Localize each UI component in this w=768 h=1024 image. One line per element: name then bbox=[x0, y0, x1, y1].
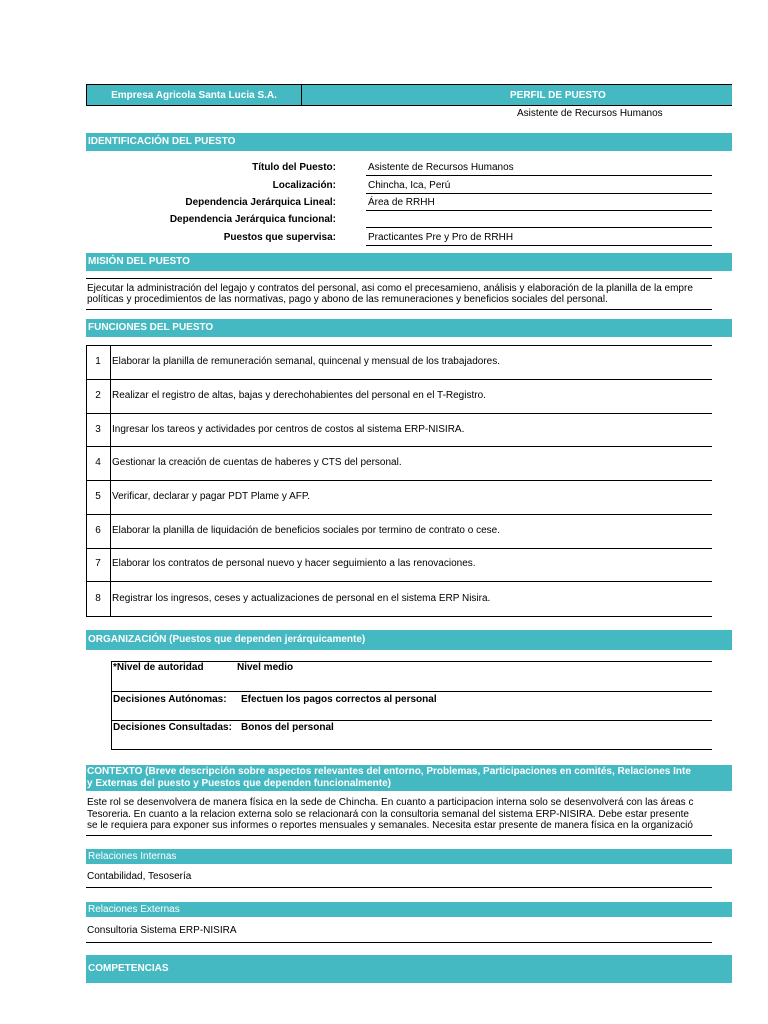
box-border bbox=[111, 749, 712, 750]
table-row-border bbox=[86, 379, 712, 380]
row-text: Elaborar la planilla de liquidación de beneficios sociales por termino de contrato o cese. bbox=[112, 525, 501, 536]
table-row-border bbox=[86, 581, 712, 582]
row-text: Ingresar los tareos y actividades por centros de costos al sistema ERP-NISIRA. bbox=[112, 424, 465, 435]
field-underline bbox=[366, 245, 712, 246]
table-row-border bbox=[86, 345, 712, 346]
field-supervisa-label: Puestos que supervisa: bbox=[223, 232, 336, 243]
table-row-border bbox=[86, 413, 712, 414]
row-number: 7 bbox=[95, 558, 101, 569]
row-number: 8 bbox=[95, 593, 101, 604]
field-dependencia-funcional-label: Dependencia Jerárquica funcional: bbox=[169, 214, 336, 225]
field-underline bbox=[366, 193, 712, 194]
row-number: 5 bbox=[95, 491, 101, 502]
funciones-table bbox=[86, 345, 712, 617]
section-organizacion-header: ORGANIZACIÓN (Puestos que dependen jerárquicamente) bbox=[86, 630, 732, 650]
company-name: Empresa Agricola Santa Lucia S.A. bbox=[111, 90, 277, 101]
section-relaciones-internas-header: Relaciones Internas bbox=[86, 849, 732, 864]
row-text: Elaborar los contratos de personal nuevo y hacer seguimiento a las renovaciones. bbox=[112, 558, 476, 569]
doc-title: PERFIL DE PUESTO bbox=[510, 90, 606, 101]
field-dependencia-lineal-value: Área de RRHH bbox=[368, 197, 435, 208]
mision-text-line1: Ejecutar la administración del legajo y contratos del personal, asi como el precesamieno, análisis y elaboración de la planilla de la empre bbox=[87, 283, 693, 294]
table-row-border bbox=[86, 616, 712, 617]
row-number: 1 bbox=[95, 356, 101, 367]
decisiones-consultadas-label: Decisiones Consultadas: bbox=[113, 722, 232, 733]
contexto-title-line1: CONTEXTO (Breve descripción sobre aspectos relevantes del entorno, Problemas, Participaciones en comités, Relaciones Inte bbox=[87, 766, 691, 777]
relaciones-internas-value: Contabilidad, Tesosería bbox=[87, 871, 192, 882]
box-border bbox=[111, 720, 712, 721]
divider bbox=[86, 942, 712, 943]
contexto-text-line2: Tesoreria. En cuanto a la relacion externa solo se relacionará con la consultoria semanal del sistema ERP-NISIRA. Debe estar presente bbox=[87, 809, 689, 820]
field-localizacion-value: Chincha, Ica, Perú bbox=[368, 180, 451, 191]
row-number: 4 bbox=[95, 457, 101, 468]
relaciones-externas-value: Consultoria Sistema ERP-NISIRA bbox=[87, 925, 237, 936]
table-border-left bbox=[86, 345, 87, 617]
row-text: Gestionar la creación de cuentas de haberes y CTS del personal. bbox=[112, 457, 402, 468]
contexto-title-line2: y Externas del puesto y Puestos que dependen funcionalmente) bbox=[87, 778, 391, 789]
table-row-border bbox=[86, 514, 712, 515]
box-border-left bbox=[111, 661, 112, 750]
row-number: 3 bbox=[95, 424, 101, 435]
table-row-border bbox=[86, 548, 712, 549]
divider bbox=[86, 835, 712, 836]
section-identificacion-header: IDENTIFICACIÓN DEL PUESTO bbox=[86, 133, 732, 151]
row-text: Verificar, declarar y pagar PDT Plame y AFP. bbox=[112, 491, 311, 502]
table-column-divider bbox=[110, 345, 111, 617]
decisiones-autonomas-label: Decisiones Autónomas: bbox=[113, 694, 227, 705]
decisiones-consultadas-value: Bonos del personal bbox=[241, 722, 334, 733]
field-titulo-label: Título del Puesto: bbox=[252, 162, 336, 173]
header-company-cell bbox=[86, 84, 302, 106]
field-underline bbox=[366, 210, 712, 211]
contexto-text-line1: Este rol se desenvolvera de manera física en la sede de Chincha. En cuanto a participacion interna solo se desenvolverá con las áreas c bbox=[87, 797, 694, 808]
section-competencias-header: COMPETENCIAS bbox=[86, 955, 732, 983]
field-underline bbox=[366, 227, 712, 228]
organizacion-box bbox=[111, 661, 712, 750]
section-mision-header: MISIÓN DEL PUESTO bbox=[86, 253, 732, 271]
field-dependencia-lineal-label: Dependencia Jerárquica Lineal: bbox=[185, 197, 336, 208]
row-text: Realizar el registro de altas, bajas y derechohabientes del personal en el T-Registro. bbox=[112, 390, 486, 401]
table-row-border bbox=[86, 446, 712, 447]
row-number: 2 bbox=[95, 390, 101, 401]
field-supervisa-value: Practicantes Pre y Pro de RRHH bbox=[368, 232, 514, 243]
row-text: Registrar los ingresos, ceses y actualizaciones de personal en el sistema ERP Nisira. bbox=[112, 593, 491, 604]
nivel-autoridad-label: *Nivel de autoridad bbox=[113, 662, 204, 673]
field-underline bbox=[366, 175, 712, 176]
header-position: Asistente de Recursos Humanos bbox=[517, 108, 663, 119]
mision-text-line2: políticas y procedimientos de las normativas, pago y abono de las remuneraciones y beneficios sociales del personal. bbox=[87, 294, 608, 305]
box-border bbox=[111, 691, 712, 692]
section-contexto-header bbox=[86, 765, 732, 791]
divider bbox=[86, 887, 712, 888]
field-localizacion-label: Localización: bbox=[272, 180, 336, 191]
table-row-border bbox=[86, 480, 712, 481]
divider bbox=[86, 309, 712, 310]
divider bbox=[86, 278, 712, 279]
contexto-text-line3: se le requiera para exponer sus informes o reportes mensuales y semanales. Necesita estar presente de manera física en la organizació bbox=[87, 820, 693, 831]
section-relaciones-externas-header: Relaciones Externas bbox=[86, 902, 732, 917]
section-funciones-header: FUNCIONES DEL PUESTO bbox=[86, 319, 732, 337]
row-text: Elaborar la planilla de remuneración semanal, quincenal y mensual de los trabajadores. bbox=[112, 356, 501, 367]
field-titulo-value: Asistente de Recursos Humanos bbox=[368, 162, 514, 173]
decisiones-autonomas-value: Efectuen los pagos correctos al personal bbox=[241, 694, 437, 705]
nivel-autoridad-value: Nivel medio bbox=[237, 662, 294, 673]
header-title-cell bbox=[302, 84, 732, 106]
row-number: 6 bbox=[95, 525, 101, 536]
